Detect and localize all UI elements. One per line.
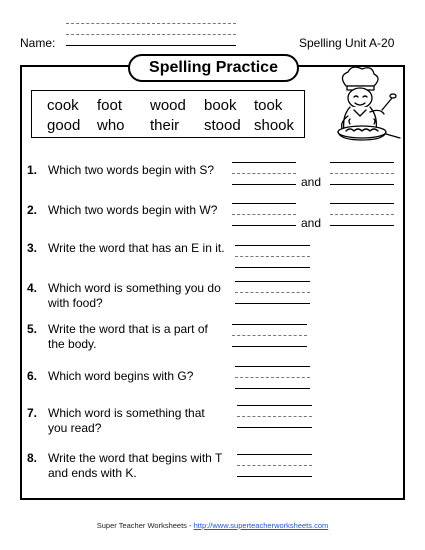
answer-dashed-line — [237, 465, 312, 466]
name-label: Name: — [20, 36, 56, 50]
question-number: 6. — [27, 369, 38, 383]
answer-line[interactable] — [232, 184, 296, 185]
answer-guide-line — [232, 203, 296, 204]
unit-label: Spelling Unit A-20 — [299, 36, 395, 50]
word-bank — [31, 90, 305, 138]
question-text: Write the word that is a part of — [48, 322, 208, 336]
answer-line[interactable] — [237, 427, 312, 428]
question-text: Write the word that begins with T — [48, 451, 223, 465]
question-text: Which word is something you do — [48, 281, 221, 295]
and-label: and — [301, 175, 322, 189]
question-text: and ends with K. — [48, 466, 137, 480]
answer-line[interactable] — [232, 225, 296, 226]
answer-guide-line — [330, 203, 394, 204]
footer — [0, 521, 425, 530]
question-number: 2. — [27, 203, 38, 217]
question-number: 4. — [27, 281, 38, 295]
answer-line[interactable] — [232, 346, 307, 347]
question-text: with food? — [48, 296, 103, 310]
answer-guide-line — [330, 162, 394, 163]
word-bank-word: their — [150, 117, 180, 134]
question-text: Which two words begin with W? — [48, 203, 218, 217]
name-guide-line — [66, 23, 236, 24]
word-bank-word: stood — [204, 117, 241, 134]
word-bank-word: book — [204, 97, 237, 114]
answer-dashed-line — [235, 256, 310, 257]
question-number: 3. — [27, 241, 38, 255]
answer-line[interactable] — [330, 225, 394, 226]
answer-guide-line — [232, 162, 296, 163]
footer-link[interactable]: http://www.superteacherworksheets.com — [193, 521, 329, 530]
answer-guide-line — [235, 245, 310, 246]
word-bank-word: wood — [150, 97, 186, 114]
answer-dashed-line — [237, 416, 312, 417]
question-text: the body. — [48, 337, 97, 351]
answer-dashed-line — [330, 214, 394, 215]
question-text: Write the word that has an E in it. — [48, 241, 225, 255]
word-bank-word: shook — [254, 117, 295, 134]
answer-dashed-line — [235, 292, 310, 293]
question-text: Which word is something that — [48, 406, 205, 420]
answer-line[interactable] — [235, 388, 310, 389]
footer-text: Super Teacher Worksheets - — [96, 521, 192, 530]
question-number: 1. — [27, 163, 38, 177]
question-text: Which word begins with G? — [48, 369, 194, 383]
question-number: 5. — [27, 322, 38, 336]
answer-guide-line — [235, 366, 310, 367]
answer-dashed-line — [235, 377, 310, 378]
name-dashed-line — [66, 34, 236, 35]
page-title: Spelling Practice — [128, 54, 299, 82]
and-label: and — [301, 216, 322, 230]
word-bank-word: good — [47, 117, 81, 134]
answer-guide-line — [237, 454, 312, 455]
answer-guide-line — [235, 281, 310, 282]
word-bank-word: who — [97, 117, 125, 134]
answer-line[interactable] — [235, 303, 310, 304]
question-text: Which two words begin with S? — [48, 163, 215, 177]
answer-line[interactable] — [330, 184, 394, 185]
answer-guide-line — [232, 324, 307, 325]
answer-dashed-line — [330, 173, 394, 174]
question-text: you read? — [48, 421, 102, 435]
question-number: 8. — [27, 451, 38, 465]
word-bank-word: foot — [97, 97, 123, 114]
name-write-line — [66, 45, 236, 46]
answer-dashed-line — [232, 214, 296, 215]
chef-illustration — [320, 64, 402, 148]
word-bank-word: took — [254, 97, 283, 114]
answer-dashed-line — [232, 173, 296, 174]
word-bank-word: cook — [47, 97, 79, 114]
answer-guide-line — [237, 405, 312, 406]
answer-line[interactable] — [237, 476, 312, 477]
answer-dashed-line — [232, 335, 307, 336]
answer-line[interactable] — [235, 267, 310, 268]
question-number: 7. — [27, 406, 38, 420]
